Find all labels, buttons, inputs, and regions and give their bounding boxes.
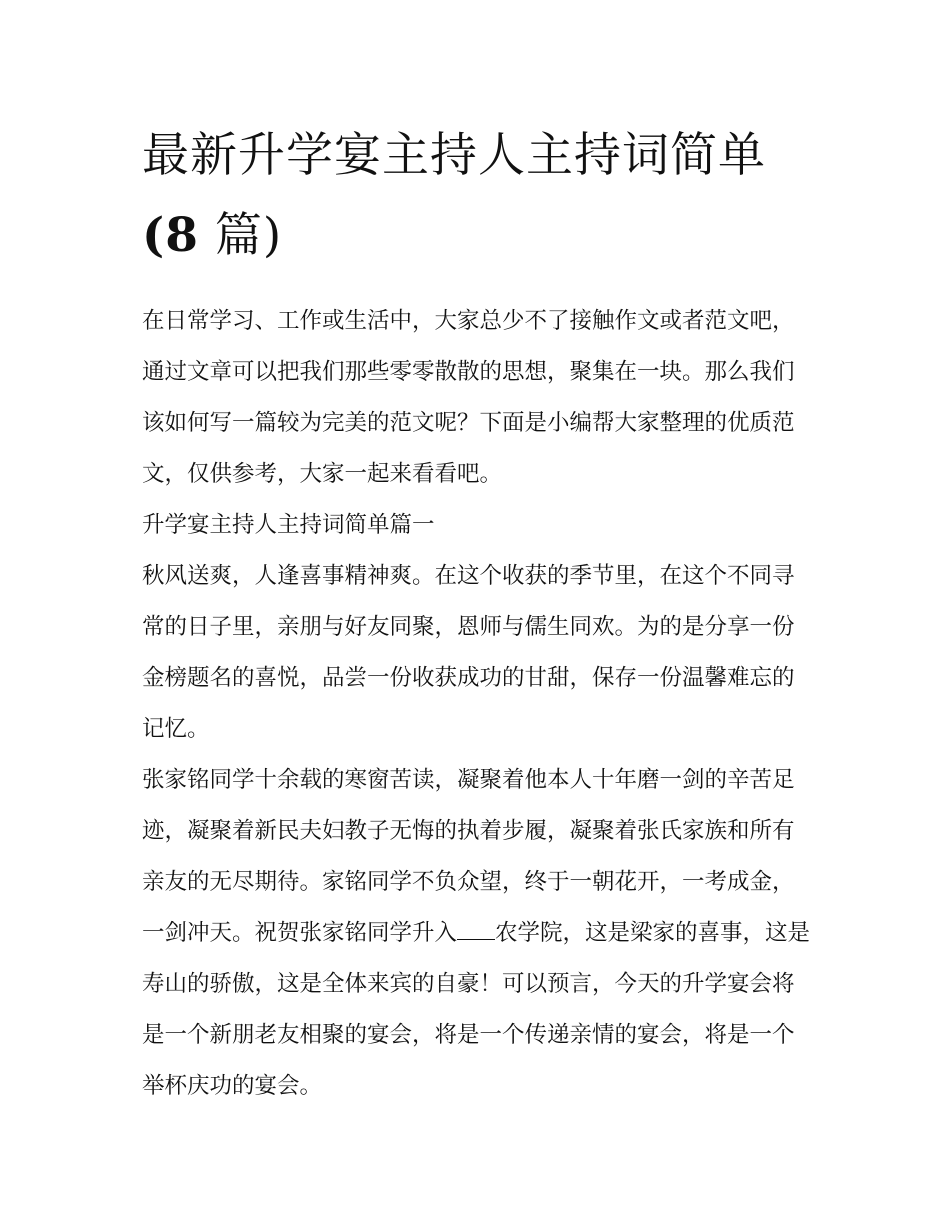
title-count: 8: [165, 208, 199, 263]
document-body: [142, 296, 814, 1112]
body-paragraph-1: 秋风送爽，人逢喜事精神爽。在这个收获的季节里，在这个不同寻常的日子里，亲朋与好友同聚，恩师与儒生同欢。为的是分享一份金榜题名的喜悦，品尝一份收获成功的甘甜，保存一份温馨难忘的记忆。: [142, 563, 795, 742]
title-paren-open: (: [142, 208, 166, 263]
fill-in-blank: [457, 917, 495, 940]
body-paragraph-2-start: 张家铭同学十余载的寒窗苦读，凝聚着他本人十年磨一剑的辛苦足迹，凝聚着新民夫妇教子无悔的执着步履，凝聚着张氏家族和所有亲友的无尽期待。家铭同学不负众望，终于一朝花开，一考成金，一剑冲天。祝贺张家铭同学升入: [142, 767, 795, 946]
body-paragraph-2-end: 农学院，这是梁家的喜事，这是寿山的骄傲，这是全体来宾的自豪！可以预言，今天的升学宴会将是一个新朋老友相聚的宴会，将是一个传递亲情的宴会，将是一个举杯庆功的宴会。: [142, 920, 811, 1099]
intro-paragraph: 在日常学习、工作或生活中，大家总少不了接触作文或者范文吧，通过文章可以把我们那些零零散散的思想，聚集在一块。那么我们该如何写一篇较为完美的范文呢？下面是小编帮大家整理的优质范文，仅供参考，大家一起来看看吧。: [142, 308, 795, 487]
document-content: [142, 116, 814, 1112]
title-line-1: 最新升学宴主持人主持词简单: [142, 128, 766, 183]
body-paragraph-2: [142, 755, 814, 1112]
title-count-suffix: 篇): [198, 208, 283, 263]
document-title: [142, 116, 814, 276]
section-heading: 升学宴主持人主持词简单篇一: [142, 512, 435, 538]
